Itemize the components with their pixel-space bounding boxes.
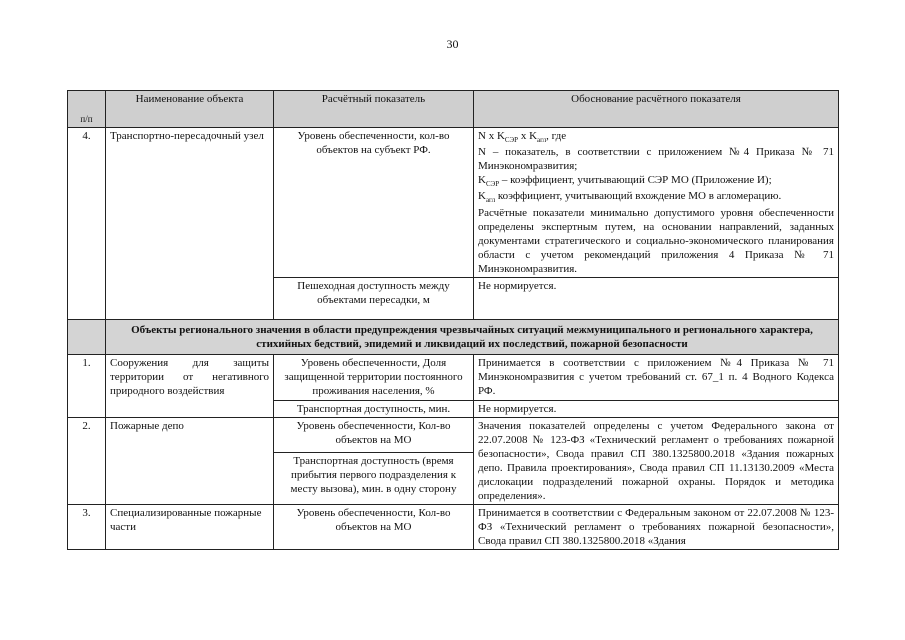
norms-table [67, 90, 839, 550]
indicator-cell: Транспортная доступность (время прибытия первого подразделения к месту вызова), мин. в одну сторону [274, 453, 474, 505]
justification-cell: Значения показателей определены с учетом Федерального закона от 22.07.2008 № 123-ФЗ «Технический регламент о требованиях пожарной безопасности», Свода правил СП 380.1325800.2018 «Здания пожарных депо. Правила проектирования», Свода правил СП 11.13130.2009 «Места дислокации подразделений пожарной охраны. Порядок и методика определения». [474, 417, 839, 504]
indicator-cell: Пешеходная доступность между объектами пересадки, м [274, 277, 474, 319]
object-name: Сооружения для защиты территории от негативного природного воздействия [106, 355, 274, 417]
header-num: п/п [68, 91, 106, 128]
indicator-cell: Уровень обеспеченности, кол-во объектов на субъект РФ. [274, 128, 474, 278]
indicator-cell: Уровень обеспеченности, Кол-во объектов на МО [274, 417, 474, 453]
object-name: Пожарные депо [106, 417, 274, 504]
table-row [68, 505, 839, 550]
indicator-cell: Уровень обеспеченности, Доля защищенной территории постоянного проживания населения, % [274, 355, 474, 400]
row-number: 4. [68, 128, 106, 320]
formula-k1-description: $K_{СЭР}$ – коэффициент, учитывающий СЭР МО (Приложение И); [478, 174, 772, 189]
row-number: 1. [68, 355, 106, 417]
table-row [68, 417, 839, 453]
indicator-cell: Уровень обеспеченности, Кол-во объектов на МО [274, 505, 474, 550]
table-row [68, 128, 839, 278]
page-number: 30 [446, 37, 459, 51]
formula-line: N x $K_{СЭР}$ x $K_{агл}$, где [478, 130, 567, 145]
object-name: Транспортно-пересадочный узел [106, 128, 274, 320]
justification-cell: Не нормируется. [474, 277, 839, 319]
header-indicator: Расчётный показатель [274, 91, 474, 128]
row-number: 3. [68, 505, 106, 550]
row-number: 2. [68, 417, 106, 504]
justification-cell [474, 128, 839, 278]
formula-n-description: N – показатель, в соответствии с приложением №4 Приказа № 71 Минэкономразвития; [478, 146, 834, 173]
section-title: Объекты регионального значения в области предупреждения чрезвычайных ситуаций межмуниципального и регионального характера, стихийных бедствий, эпидемий и ликвидаций их последствий, пожарной безопасности [106, 320, 839, 355]
header-justification: Обоснование расчётного показателя [474, 91, 839, 128]
formula-k2-description: $K_{агл}$ коэффициент, учитывающий вхождение МО в агломерацию. [478, 190, 782, 205]
table-header-row [68, 91, 839, 128]
indicator-cell: Транспортная доступность, мин. [274, 400, 474, 417]
justification-cell: Не нормируется. [474, 400, 839, 417]
justification-text: Расчётные показатели минимально допустимого уровня обеспеченности определены экспертным путем, на основании направлений, заданных документами стратегического и социально-экономического планирования области с учетом рекомендаций приложения 4 Приказа № 71 Минэкономразвития. [478, 206, 834, 275]
object-name: Специализированные пожарные части [106, 505, 274, 550]
section-row [68, 320, 839, 355]
justification-cell: Принимается в соответствии с Федеральным законом от 22.07.2008 № 123-ФЗ «Технический регламент о требованиях пожарной безопасности», Свода правил СП 380.1325800.2018 «Здания [474, 505, 839, 550]
header-name: Наименование объекта [106, 91, 274, 128]
justification-cell: Принимается в соответствии с приложением №4 Приказа № 71 Минэкономразвития с учетом требований ст. 67_1 п. 4 Водного Кодекса РФ. [474, 355, 839, 400]
table-row [68, 355, 839, 400]
